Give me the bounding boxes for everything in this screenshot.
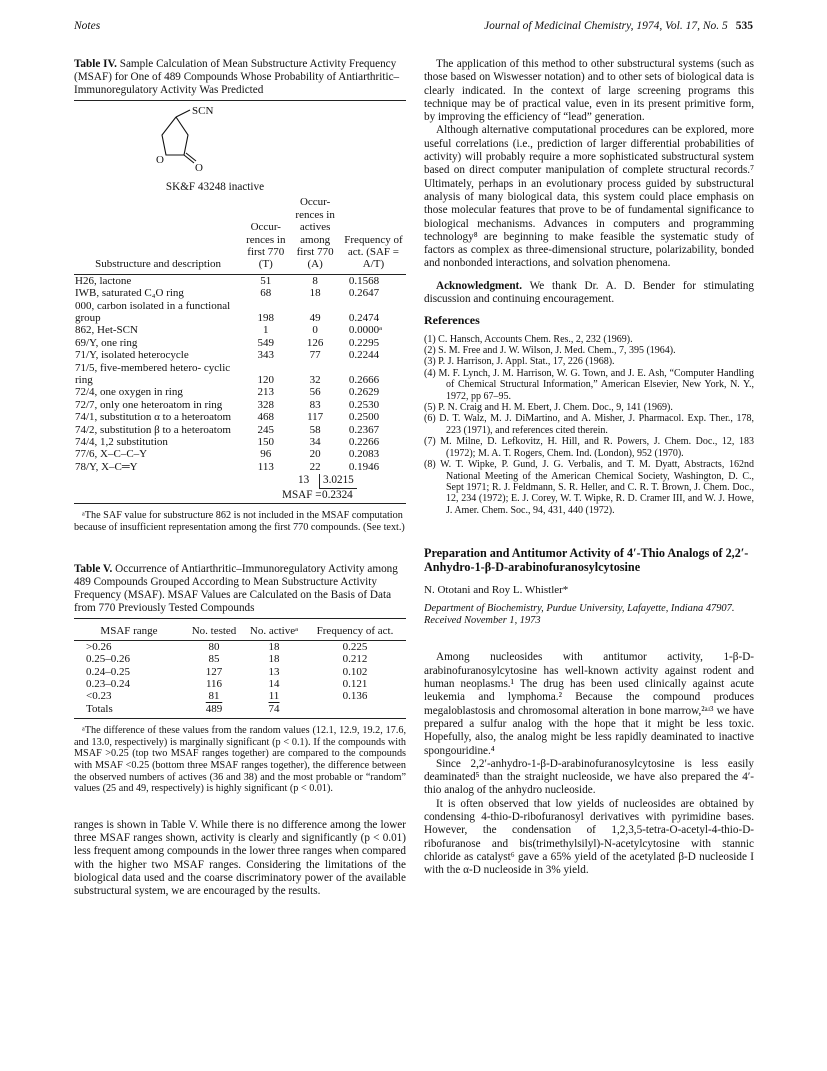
table4-cell-desc: IWB, saturated C₄O ring [75, 287, 184, 300]
acknowledgment [424, 280, 754, 307]
table4-row [74, 349, 406, 361]
table4-cell-saf: 0.1946 [348, 460, 380, 473]
table4-cell-a: 117 [307, 411, 324, 424]
table4-cell-saf: 0.2500 [348, 411, 380, 424]
table5-cell-range: >0.26 [86, 640, 112, 653]
table4-cell-saf: 0.2266 [348, 436, 380, 449]
table4-cell-t: 51 [260, 274, 272, 287]
table4-cell-a: 34 [309, 436, 321, 449]
table4-caption-text: Sample Calculation of Mean Substructure Activity Frequency (MSAF) for One of 489 Compounds Whose Probability of Antiarthritic–Immunoregulatory Activity Was Predicted [74, 58, 400, 96]
table4-row [74, 274, 406, 287]
table4-cell-saf: 0.2666 [348, 373, 380, 386]
table5-cell-freq: 0.102 [342, 665, 368, 678]
table4-cell-t: 198 [257, 311, 275, 324]
page-number: 535 [735, 20, 753, 32]
table4-cell-t: 150 [257, 436, 275, 449]
table4-row [74, 448, 406, 460]
table4-row [74, 411, 406, 423]
totals-tested: 489 [205, 702, 223, 715]
table4-cell-saf: 0.2367 [348, 423, 380, 436]
ack-text: We thank Dr. A. D. Bender for stimulating discussion and continuing encouragement. [424, 279, 754, 306]
table4-cell-a: 0 [312, 324, 318, 337]
table4-cell-desc: 77/6, X–C–C–Y [75, 448, 148, 461]
table5-row [74, 653, 406, 665]
table4-row [74, 424, 406, 436]
right-paragraph-1: The application of this method to other substructural systems (such as those based on Wiswesser notation) and to other sets of biological data is clearly indicated. In the context of large screening programs this technique may be of practical value, even in its present primitive form, by improving the efficiency of “lead” generation. [424, 58, 754, 124]
journal-citation: Journal of Medicinal Chemistry, 1974, Vol. 17, No. 5 [484, 20, 728, 32]
table5-row [74, 678, 406, 690]
table4-cell-t: 120 [257, 373, 275, 386]
article-authors: N. Ototani and Roy L. Whistler* [424, 584, 569, 597]
table5-cell-active: 18 [268, 653, 280, 666]
table4-cell-t: 68 [260, 287, 272, 300]
substituent-label: SCN [192, 105, 214, 117]
table5-cell-range: 0.23–0.24 [86, 678, 130, 691]
sum-count: 13 [298, 474, 310, 487]
article-paragraph-1: Among nucleosides with antitumor activity, 1-β-D-arabinofuranosylcytosine has well-known activity against rodent and human neoplasms.¹ The drug has been used clinically against acute leukemia and lymphoma.² Because the compound produces megaloblastosis and chromosomal alteration in bone marrow,²ᵃʴ³ we have prepared a sulfur analog with the hope that it might be less toxic. Hopefully, also, the analog might be less rapidly deaminated to inactive spongouridine.⁴ [424, 651, 754, 757]
table5-cell-freq: 0.121 [342, 678, 368, 691]
reference-item: (7) M. Milne, D. Lefkovitz, H. Hill, and R. Powers, J. Chem. Doc., 12, 183 (1972); M. A. T. Rogers, Chem. Ind. (London), 952 (1970). [424, 436, 754, 459]
table5-cell-active: 14 [268, 678, 280, 691]
table4-cell-saf: 0.2083 [348, 448, 380, 461]
table5-caption-text: Occurrence of Antiarthritic–Immunoregulatory Activity among 489 Compounds Grouped According to Mean Substructure Activity Frequency (MSAF). MSAF Values are Calculated on the Basis of Data from 770 Previously Tested Compounds [74, 563, 398, 615]
references-list [424, 334, 754, 517]
table4-cell-desc: 69/Y, one ring [75, 336, 138, 349]
table4-cell-a: 83 [309, 398, 321, 411]
table4-body [74, 274, 406, 473]
table4-cell-saf: 0.2647 [348, 287, 380, 300]
table5-totals-row [74, 703, 406, 715]
table5-cell-active: 13 [268, 665, 280, 678]
table5-cell-range: 0.25–0.26 [86, 653, 130, 666]
table5-cell-active: 18 [268, 640, 280, 653]
running-header-right [484, 20, 753, 32]
table5-cell-freq: 0.136 [342, 690, 368, 703]
table4-row [74, 399, 406, 411]
table5-body [74, 640, 406, 703]
table4-cell-desc: 74/4, 1,2 substitution [75, 436, 168, 449]
totals-active: 74 [268, 702, 280, 715]
table4-cell-saf: 0.2474 [348, 311, 380, 324]
table4-cell-saf: 0.2295 [348, 336, 380, 349]
table4-cell-t: 113 [257, 460, 274, 473]
table5-header-tested: No. tested [184, 623, 244, 640]
table5-cell-tested: 127 [205, 665, 223, 678]
table4-cell-t: 468 [257, 411, 275, 424]
table4-cell-a: 49 [309, 311, 321, 324]
table4-bottom-rule [74, 503, 406, 504]
table5-row [74, 666, 406, 678]
table4-cell-desc: 862, Het-SCN [75, 324, 138, 337]
table5-cell-active: 11 [268, 690, 280, 703]
table4-row [74, 461, 406, 473]
article-title: Preparation and Antitumor Activity of 4′-Thio Analogs of 2,2′-Anhydro-1-β-D-arabinofuranosylcytosine [424, 546, 749, 575]
table5-cell-tested: 85 [208, 653, 220, 666]
table4-footnote: ᵃThe SAF value for substructure 862 is not included in the MSAF computation because of insufficient representation among the first 770 compounds. (See text.) [74, 510, 405, 533]
table4-header-t: Occur- rences in first 770 (T) [242, 196, 289, 274]
table4-cell-desc: 71/Y, isolated heterocycle [75, 349, 189, 362]
table4-cell-a: 32 [309, 373, 321, 386]
table4-cell-a: 22 [309, 460, 321, 473]
table4-cell-desc: 71/5, five-membered hetero- cyclic ring [75, 361, 231, 386]
table4-row [74, 436, 406, 448]
table4-summary [74, 473, 406, 503]
table4-cell-t: 343 [257, 349, 275, 362]
table4-cell-t: 245 [257, 423, 275, 436]
chemical-structure [74, 105, 406, 177]
table4-cell-desc: 74/2, substitution β to a heteroatom [75, 423, 231, 436]
table5-top-rule [74, 618, 406, 619]
table4-cell-a: 8 [312, 274, 318, 287]
table4-cell-a: 58 [309, 423, 321, 436]
table4-row [74, 300, 406, 325]
table4-cell-t: 1 [263, 324, 269, 337]
table5-cell-range: 0.24–0.25 [86, 665, 130, 678]
reference-item: (2) S. M. Free and J. W. Wilson, J. Med. Chem., 7, 395 (1964). [424, 345, 676, 357]
table4-cell-desc: H26, lactone [75, 274, 132, 287]
ack-label: Acknowledgment. [436, 279, 523, 292]
left-column [74, 58, 406, 899]
reference-item: (8) W. T. Wipke, P. Gund, J. G. Verbalis, and T. M. Dyatt, Abstracts, 162nd National Meeting of the American Chemical Society, Washington, D. C., Sept 1971; R. J. Feldmann, S. R. Heller, and C. R. T. Brown, J. Chem. Doc., 12, 234 (1972); E. J. Corey, W. T. Wipke, R. D. Cramer III, and W. J. Howe, J. Amer. Chem. Soc., 94, 431, 440 (1972). [424, 459, 754, 516]
table5-footnote: ᵃThe difference of these values from the random values (12.1, 12.9, 19.2, 17.6, and 13.0, respectively) is marginally significant (p < 0.1). If the compounds with MSAF >0.25 (top two MSAF ranges together) are compared to the compounds with MSAF <0.25 (bottom three MSAF ranges together), the difference between the observed numbers of actives (36 and 38) and the most probable or “random” values (25 and 49, respectively) is highly significant (p < 0.01). [74, 725, 406, 795]
article-affiliation: Department of Biochemistry, Purdue University, Lafayette, Indiana 47907. Received November 1, 1973 [424, 603, 735, 627]
table4-cell-t: 96 [260, 448, 272, 461]
table5-cell-tested: 80 [208, 640, 220, 653]
running-header-left: Notes [74, 20, 101, 32]
table4-cell-t: 213 [257, 386, 275, 399]
table4-top-rule [74, 100, 406, 101]
table4-cell-desc: 000, carbon isolated in a functional group [75, 299, 231, 324]
table5-label: Table V. [74, 563, 113, 576]
table5-header-freq: Frequency of act. [304, 623, 406, 640]
table4-cell-saf: 0.2629 [348, 386, 380, 399]
table4-row [74, 362, 406, 387]
references-heading: References [424, 313, 480, 328]
table4-cell-a: 20 [309, 448, 321, 461]
reference-item: (4) M. F. Lynch, J. M. Harrison, W. G. Town, and J. E. Ash, “Computer Handling of Chemical Structural Information,” American Elsevier, New York, N. Y., 1972, pp 67–95. [424, 367, 754, 402]
carbonyl-oxygen-label: O [195, 162, 203, 174]
article-paragraph-3: It is often observed that low yields of nucleosides are obtained by condensing 4-thio-D-ribofuranosyl derivatives with pyrimidine bases. However, the condensation of 1,2,3,5-tetra-O-acetyl-4-thio-D-ribofuranose and bis(trimethylsilyl)-N-acetylcytosine with stannic chloride as catalyst⁶ gave a 65% yield of the acetylated β-D nucleoside I with the α-D nucleoside in 3% yield. [424, 797, 754, 877]
table4-caption [74, 58, 406, 97]
msaf-value: 0.2324 [322, 489, 353, 502]
table4-cell-a: 77 [309, 349, 321, 362]
table4-cell-saf: 0.0000ᵃ [348, 324, 383, 337]
reference-item: (5) P. N. Craig and H. M. Ebert, J. Chem. Doc., 9, 141 (1969). [424, 402, 673, 414]
table5-row [74, 690, 406, 702]
table4-cell-a: 126 [306, 336, 324, 349]
table4-cell-desc: 74/1, substitution α to a heteroatom [75, 411, 232, 424]
table4-cell-a: 56 [309, 386, 321, 399]
ring-oxygen-label: O [156, 154, 164, 166]
msaf-label: MSAF = [282, 489, 322, 502]
lactone-ring-drawing [132, 105, 272, 177]
table4-row [74, 386, 406, 398]
table5-caption [74, 563, 406, 615]
table5-bottom-rule [74, 718, 406, 719]
table5-row [74, 640, 406, 653]
table4-row [74, 324, 406, 336]
table4-header-saf: Frequency of act. (SAF = A/T) [341, 196, 406, 274]
table4-cell-saf: 0.2530 [348, 398, 380, 411]
table4-cell-desc: 78/Y, X–C═Y [75, 460, 138, 473]
table4-cell-desc: 72/7, only one heteroatom in ring [75, 398, 223, 411]
left-body-paragraph: ranges is shown in Table V. While there is no difference among the lower three MSAF ranges shown, activity is clearly and significantly (p < 0.01) less frequent among compounds in the lower three ranges when compared with the higher two MSAF ranges. Considering the limitations of the biological data used and the coarse discriminatory power of the available substructural system, we are encouraged by the results. [74, 818, 406, 898]
article-paragraph-2: Since 2,2′-anhydro-1-β-D-arabinofuranosylcytosine is less easily deaminated⁵ than the straight nucleoside, we have also prepared the 4′-thio analog of the anhydro nucleoside. [424, 757, 754, 797]
table5-cell-range: <0.23 [86, 690, 112, 703]
table5-cell-tested: 81 [208, 690, 220, 703]
table4-cell-saf: 0.1568 [348, 274, 380, 287]
right-paragraph-2: Although alternative computational procedures can be explored, more useful correlations (i.e., prediction of larger differential probabilities of activity) will probably require a more sophisticated substructural system based on direct computer manipulation of complete structural records.⁷ Ultimately, perhaps in an evolutionary process guided by substructural analysis of many biological data, this system could place emphasis on those molecular features that prove to be of fundamental significance to biological mechanisms. Advances in computers and programming technology⁸ are beginning to make feasible the systematic study of factors as complex as three-dimensional structure, polarizability, bonded and nonbonded interactions, and solvation phenomena. [424, 124, 754, 270]
table4-row [74, 337, 406, 349]
table5-cell-freq: 0.212 [342, 653, 368, 666]
reference-item: (1) C. Hansch, Accounts Chem. Res., 2, 232 (1969). [424, 333, 633, 345]
sum-value: 3.0215 [319, 474, 357, 488]
table5-header-active: No. activeᵃ [244, 623, 304, 640]
totals-label: Totals [86, 702, 113, 715]
table5-header-range: MSAF range [74, 623, 184, 640]
table4-header-desc: Substructure and description [74, 196, 242, 274]
table4-cell-saf: 0.2244 [348, 349, 380, 362]
table4-label: Table IV. [74, 58, 117, 70]
table4-row [74, 287, 406, 299]
table4-header-a: Occur- rences in actives among first 770 (A) [289, 196, 341, 274]
right-column [424, 58, 754, 877]
reference-item: (6) D. T. Walz, M. J. DiMartino, and A. Misher, J. Pharmacol. Exp. Ther., 178, 223 (1971), and references cited therein. [424, 413, 754, 436]
table4-cell-desc: 72/4, one oxygen in ring [75, 386, 183, 399]
table5 [74, 623, 406, 715]
table4 [74, 196, 406, 473]
table5-cell-freq: 0.225 [342, 640, 368, 653]
table4-cell-t: 328 [257, 398, 275, 411]
compound-id: SK&F 43248 inactive [165, 181, 265, 193]
table5-cell-tested: 116 [205, 678, 223, 691]
table4-cell-a: 18 [309, 287, 321, 300]
reference-item: (3) P. J. Harrison, J. Appl. Stat., 17, 226 (1968). [424, 356, 615, 368]
table4-cell-t: 549 [257, 336, 275, 349]
